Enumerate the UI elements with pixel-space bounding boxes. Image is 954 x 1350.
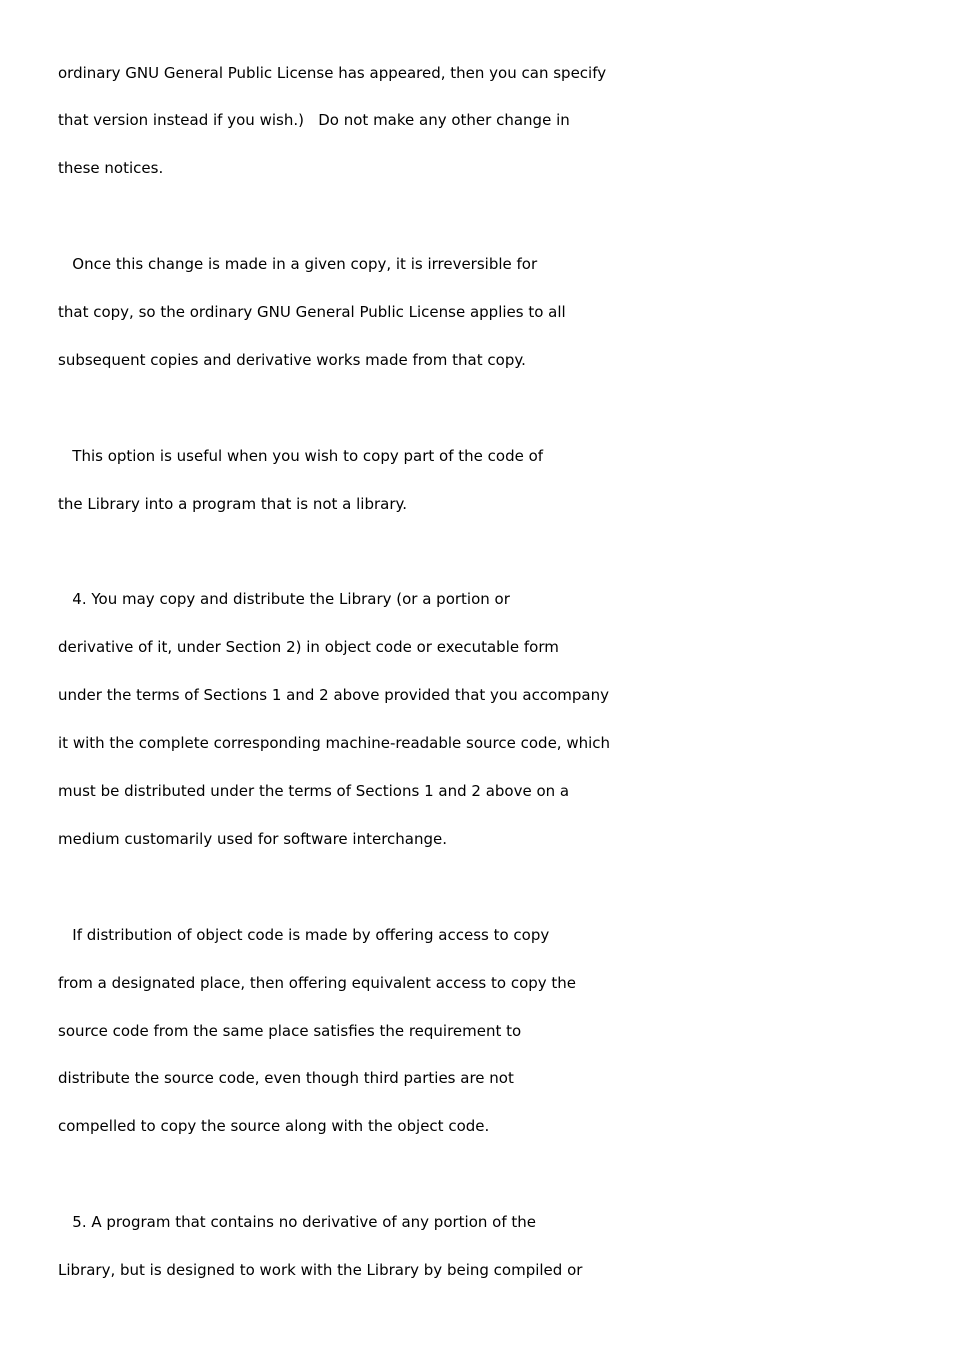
text-line: Library, but is designed to work with the Library by being compiled or xyxy=(58,1261,583,1279)
text-line: 4. You may copy and distribute the Library (or a portion or xyxy=(58,590,510,608)
text-line: compelled to copy the source along with the object code. xyxy=(58,1117,490,1135)
text-line: from a designated place, then offering equivalent access to copy the xyxy=(58,974,577,992)
text-line: ordinary GNU General Public License has appeared, then you can specify xyxy=(58,64,607,82)
text-line: If distribution of object code is made by offering access to copy xyxy=(58,926,550,944)
text-line: This option is useful when you wish to copy part of the code of xyxy=(58,447,544,465)
text-line: these notices. xyxy=(58,159,164,177)
text-line: that version instead if you wish.) Do not make any other change in xyxy=(58,111,570,129)
text-line: under the terms of Sections 1 and 2 above provided that you accompany xyxy=(58,686,609,704)
text-line: subsequent copies and derivative works made from that copy. xyxy=(58,351,526,369)
text-line: source code from the same place satisfies the requirement to xyxy=(58,1022,522,1040)
text-line: it with the complete corresponding machine-readable source code, which xyxy=(58,734,611,752)
text-line: 5. A program that contains no derivative of any portion of the xyxy=(58,1213,537,1231)
text-line: the Library into a program that is not a library. xyxy=(58,495,408,513)
text-line: must be distributed under the terms of Sections 1 and 2 above on a xyxy=(58,782,570,800)
text-line: Once this change is made in a given copy, it is irreversible for xyxy=(58,255,538,273)
text-line: derivative of it, under Section 2) in object code or executable form xyxy=(58,638,559,656)
text-line: medium customarily used for software interchange. xyxy=(58,830,448,848)
text-line: distribute the source code, even though third parties are not xyxy=(58,1069,514,1087)
text-line: that copy, so the ordinary GNU General Public License applies to all xyxy=(58,303,566,321)
